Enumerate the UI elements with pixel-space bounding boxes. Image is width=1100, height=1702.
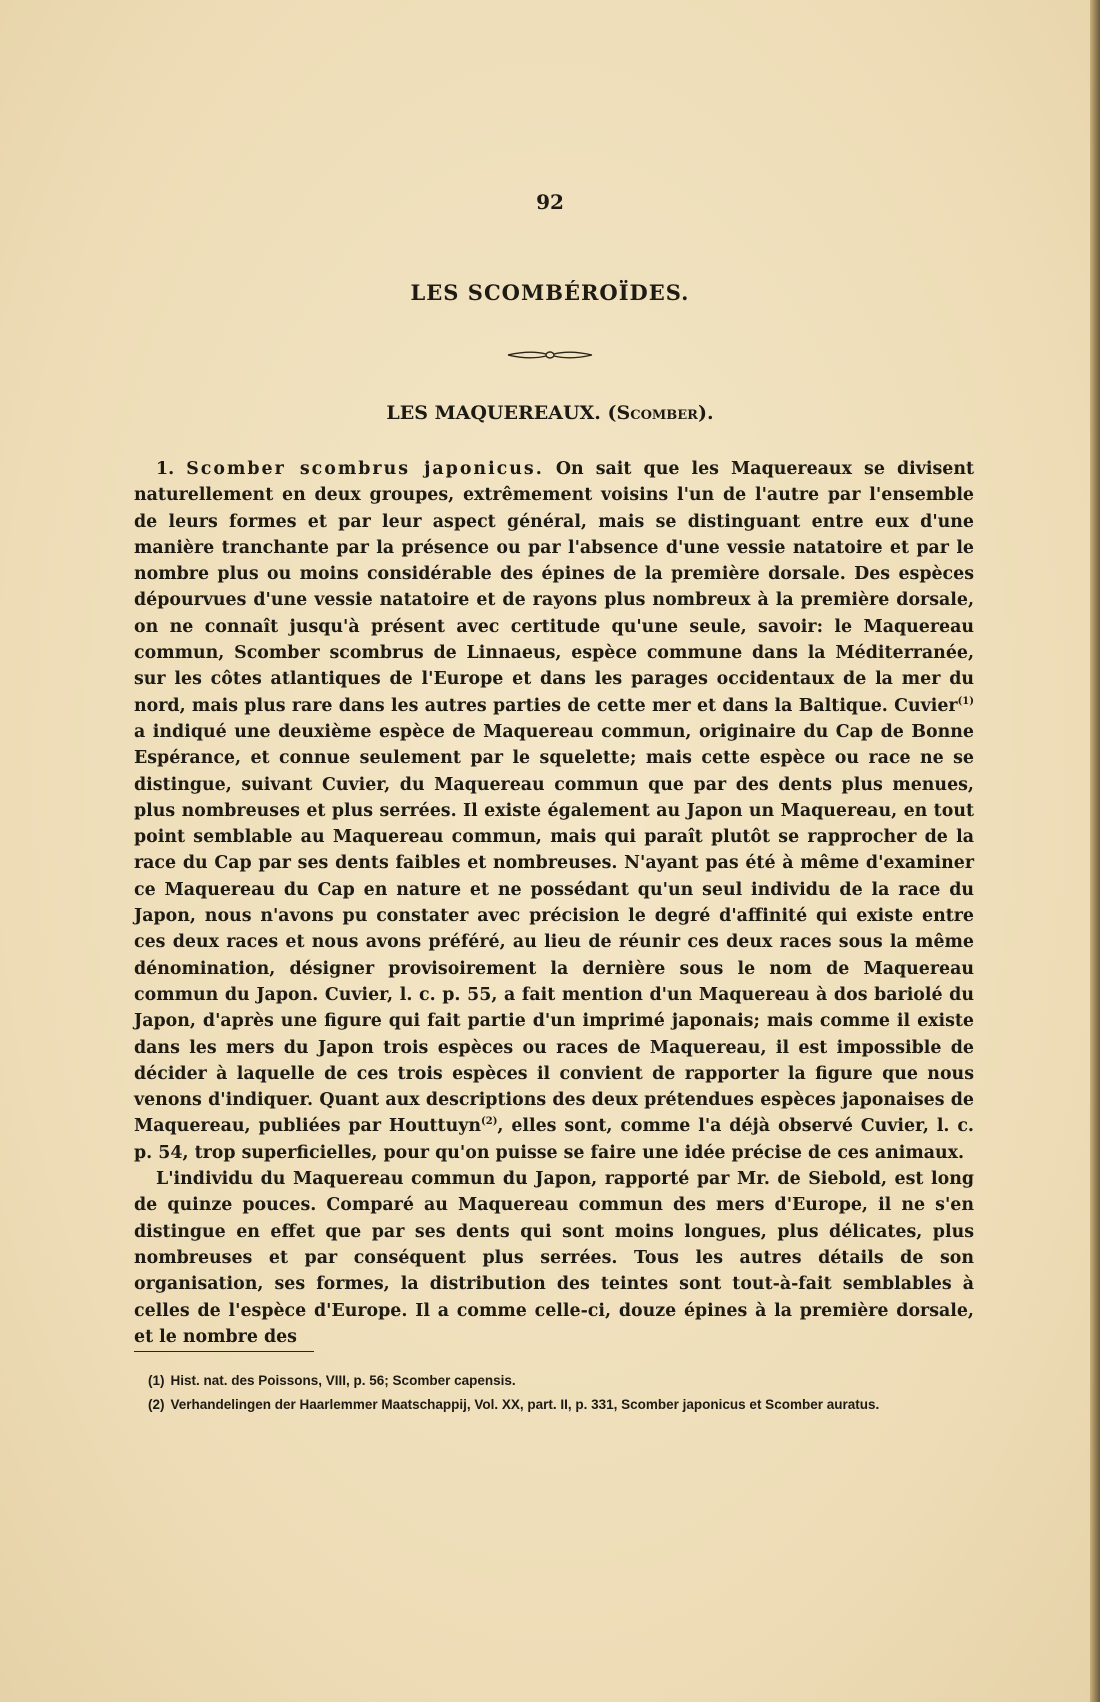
page-edge — [1090, 0, 1100, 1702]
chapter-title-text: LES MAQUEREAUX. — [386, 402, 601, 424]
section-title: LES SCOMBÉROÏDES. — [410, 280, 690, 305]
footnotes — [134, 1372, 984, 1420]
chapter-genus: (Scomber). — [607, 402, 714, 424]
footnote-2-text: Verhandelingen der Haarlemmer Maatschappij, Vol. XX, part. II, p. 331, Scomber japonicus et Scomber auratus. — [170, 1397, 880, 1412]
footnote-2-number: (2) — [148, 1397, 165, 1412]
page-number: 92 — [536, 190, 564, 214]
paragraph-1 — [134, 456, 974, 1166]
footnote-1 — [134, 1372, 984, 1390]
paragraph-1-text-b: a indiqué une deuxième espèce de Maquereau commun, originaire du Cap de Bonne Espérance, et connue seulement par le squelette; mais cette espèce ou race ne se distingue, suivant Cuvier, du Maquereau commun que par des dents plus menues, plus nombreuses et plus serrées. Il existe également au Japon un Maquereau, en tout point semblable au Maquereau commun, mais qui paraît plutôt se rapprocher de la race du Cap par ses dents faibles et nombreuses. N'ayant pas été à même d'examiner ce Maquereau du Cap en nature et ne possédant qu'un seul individu de la race du Japon, nous n'avons pu constater avec précision le degré d'affinité qui existe entre ces deux races et nous avons préféré, au lieu de réunir ces deux races sous la même dénomination, désigner provisoirement la dernière sous le nom de Maquereau commun du Japon. Cuvier, l. c. p. 55, a fait mention d'un Maquereau à dos bariolé du Japon, d'après une figure qui fait partie d'un imprimé japonais; mais comme il existe dans les mers du Japon trois espèces ou races de Maquereau, il est impossible de décider à laquelle de ces trois espèces il convient de rapporter la figure que nous venons d'indiquer. Quant aux descriptions des deux prétendues espèces japonaises de Maquereau, publiées par Houttuyn — [134, 721, 974, 1137]
paragraph-2: L'individu du Maquereau commun du Japon, rapporté par Mr. de Siebold, est long de quinze pouces. Comparé au Maquereau commun des mers d'Europe, il ne s'en distingue en effet que par ses dents qui sont moins longues, plus délicates, plus nombreuses et par conséquent plus serrées. Tous les autres détails de son organisation, ses formes, la distribution des teintes sont tout-à-fait semblables à celles de l'espèce d'Europe. Il a comme celle-ci, douze épines à la première dorsale, et le nombre des — [134, 1169, 974, 1347]
footnote-ref-2[interactable]: (2) — [481, 1116, 498, 1128]
footnote-ref-1[interactable]: (1) — [957, 695, 974, 707]
body-text — [134, 456, 974, 1350]
species-name: Scomber scombrus japonicus. — [186, 459, 544, 479]
ornament-divider-icon — [506, 348, 594, 362]
paragraph-number: 1. — [156, 459, 175, 479]
footnote-rule — [134, 1351, 314, 1352]
footnote-1-number: (1) — [148, 1373, 165, 1388]
paragraph-1-text-c: , elles sont, comme l'a déjà observé Cuvier, l. c. p. 54, trop superficielles, pour qu'on puisse se faire une idée précise de ces animaux. — [134, 1116, 974, 1163]
footnote-2 — [134, 1396, 984, 1414]
paragraph-1-text-a: On sait que les Maquereaux se divisent naturellement en deux groupes, extrêmement voisins l'un de l'autre par l'ensemble de leurs formes et par leur aspect général, mais se distinguant entre eux d'une manière tranchante par la présence ou par l'absence d'une vessie natatoire et par le nombre plus ou moins considérable des épines de la première dorsale. Des espèces dépourvues d'une vessie natatoire et de rayons plus nombreux à la première dorsale, on ne connaît jusqu'à présent avec certitude qu'une seule, savoir: le Maquereau commun, Scomber scombrus de Linnaeus, espèce commune dans la Méditerranée, sur les côtes atlantiques de l'Europe et dans les parages occidentaux de la mer du nord, mais plus rare dans les autres parties de cette mer et dans la Baltique. Cuvier — [134, 459, 974, 716]
footnote-1-text: Hist. nat. des Poissons, VIII, p. 56; Scomber capensis. — [170, 1373, 516, 1388]
chapter-title — [0, 402, 1100, 424]
